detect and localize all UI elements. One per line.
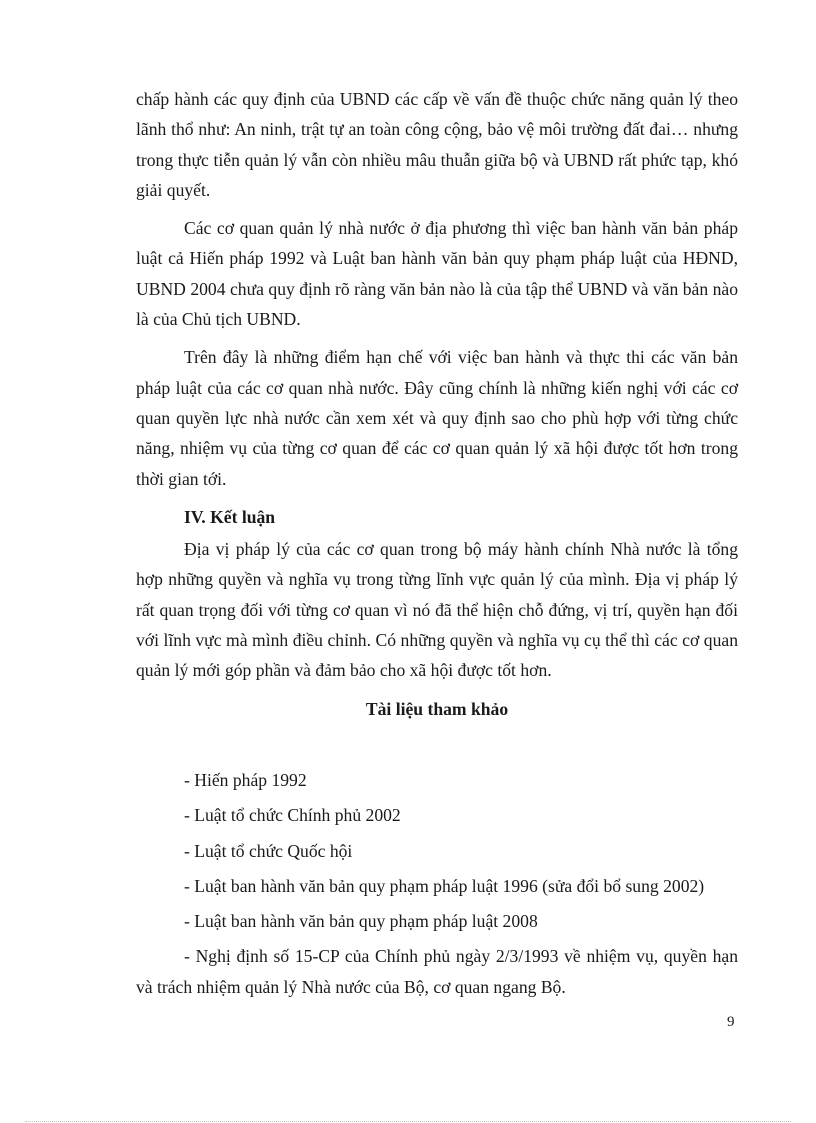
reference-item: - Luật tổ chức Chính phủ 2002	[184, 805, 401, 826]
footer-divider	[25, 1121, 791, 1122]
paragraph-continued: chấp hành các quy định của UBND các cấp về vấn đề thuộc chức năng quản lý theo lãnh thổ như: An ninh, trật tự an toàn công cộng, bảo vệ môi trường đất đai… nhưng trong thực tiễn quản lý vẫn còn nhiều mâu thuẫn giữa bộ và UBND rất phức tạp, khó giải quyết.	[136, 89, 738, 200]
reference-item: - Hiến pháp 1992	[184, 769, 307, 790]
reference-item: - Luật tổ chức Quốc hội	[184, 840, 353, 861]
reference-item: - Luật ban hành văn bản quy phạm pháp luật 2008	[184, 911, 538, 932]
references-heading: Tài liệu tham khảo	[365, 698, 509, 719]
reference-item: - Luật ban hành văn bản quy phạm pháp luật 1996 (sửa đổi bổ sung 2002)	[184, 875, 705, 896]
paragraph-limitations: Trên đây là những điểm hạn chế với việc ban hành và thực thi các văn bản pháp luật của các cơ quan nhà nước. Đây cũng chính là những kiến nghị với các cơ quan quyền lực nhà nước cần xem xét và quy định sao cho phù hợp với từng chức năng, nhiệm vụ của từng cơ quan để các cơ quan quản lý xã hội được tốt hơn trong thời gian tới.	[136, 347, 738, 489]
references-list	[136, 765, 738, 1002]
body-text	[136, 84, 738, 1007]
paragraph-conclusion: Địa vị pháp lý của các cơ quan trong bộ máy hành chính Nhà nước là tổng hợp những quyền và nghĩa vụ trong từng lĩnh vực quản lý của mình. Địa vị pháp lý rất quan trọng đối với từng cơ quan vì nó đã thể hiện chỗ đứng, vị trí, quyền hạn đối với lĩnh vực mà mình điều chỉnh. Có những quyền và nghĩa vụ cụ thể thì các cơ quan quản lý mới góp phần và đảm bảo cho xã hội được tốt hơn.	[136, 539, 738, 681]
page-number: 9	[727, 1014, 735, 1030]
section-heading-conclusion: IV. Kết luận	[184, 506, 276, 527]
paragraph-local-agencies: Các cơ quan quản lý nhà nước ở địa phương thì việc ban hành văn bản pháp luật cả Hiến pháp 1992 và Luật ban hành văn bản quy phạm pháp luật của HĐND, UBND 2004 chưa quy định rõ ràng văn bản nào là của tập thể UBND và văn bản nào là của Chủ tịch UBND.	[136, 218, 738, 330]
reference-item: - Nghị định số 15-CP của Chính phủ ngày 2/3/1993 về nhiệm vụ, quyền hạn và trách nhiệm quản lý Nhà nước của Bộ, cơ quan ngang Bộ.	[136, 946, 738, 997]
